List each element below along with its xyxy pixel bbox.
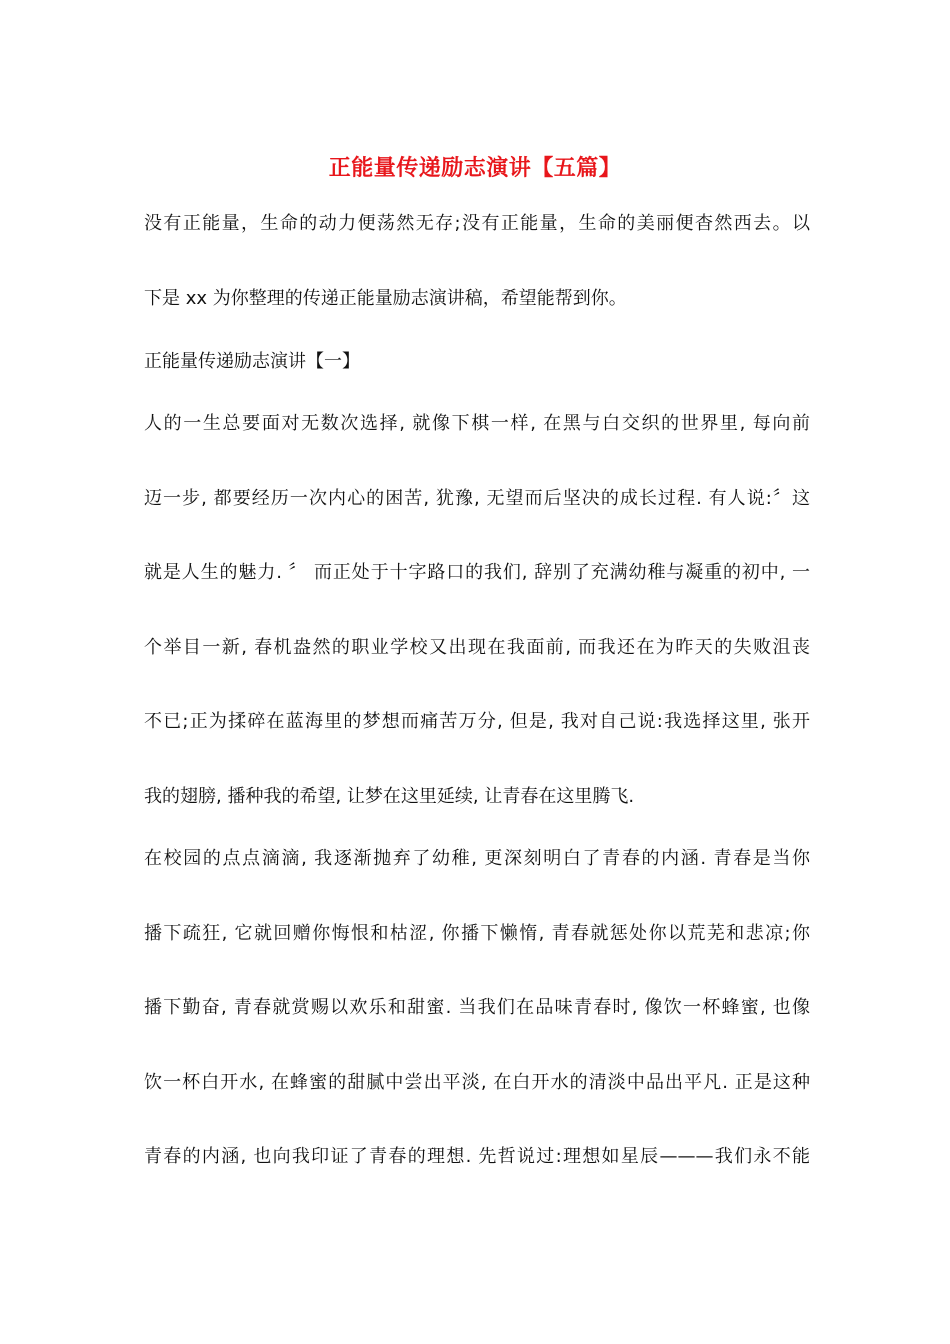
body-line-3: 就是人生的魅力. 〞 而正处于十字路口的我们, 辞别了充满幼稚与凝重的初中, 一 [144,562,810,583]
body-line-8: 播下疏狂, 它就回赠你悔恨和枯涩, 你播下懒惰, 青春就惩处你以荒芜和悲凉;你 [144,923,810,944]
body-line-1: 人的一生总要面对无数次选择, 就像下棋一样, 在黑与白交织的世界里, 每向前 [144,413,810,434]
section-heading: 正能量传递励志演讲【一】 [144,351,360,372]
body-line-6: 我的翅膀, 播种我的希望, 让梦在这里延续, 让青春在这里腾飞. [144,786,635,807]
intro-line-1: 没有正能量，生命的动力便荡然无存;没有正能量，生命的美丽便杳然西去。以 [144,213,810,234]
body-line-2: 迈一步, 都要经历一次内心的困苦, 犹豫, 无望而后坚决的成长过程. 有人说:〞这 [144,488,810,509]
document-title: 正能量传递励志演讲【五篇】 [328,156,622,181]
body-line-11: 青春的内涵, 也向我印证了青春的理想. 先哲说过:理想如星辰———我们永不能 [144,1146,810,1167]
body-line-4: 个举目一新, 春机盎然的职业学校又出现在我面前, 而我还在为昨天的失败沮丧 [144,637,810,658]
body-line-10: 饮一杯白开水, 在蜂蜜的甜腻中尝出平淡, 在白开水的清淡中品出平凡. 正是这种 [144,1072,810,1093]
body-line-5: 不已;正为揉碎在蓝海里的梦想而痛苦万分, 但是, 我对自己说:我选择这里, 张开 [144,711,810,732]
body-line-9: 播下勤奋, 青春就赏赐以欢乐和甜蜜. 当我们在品味青春时, 像饮一杯蜂蜜, 也像 [144,997,810,1018]
body-line-7: 在校园的点点滴滴, 我逐渐抛弃了幼稚, 更深刻明白了青春的内涵. 青春是当你 [144,848,810,869]
intro-line-2: 下是 xx 为你整理的传递正能量励志演讲稿，希望能帮到你。 [144,288,627,309]
